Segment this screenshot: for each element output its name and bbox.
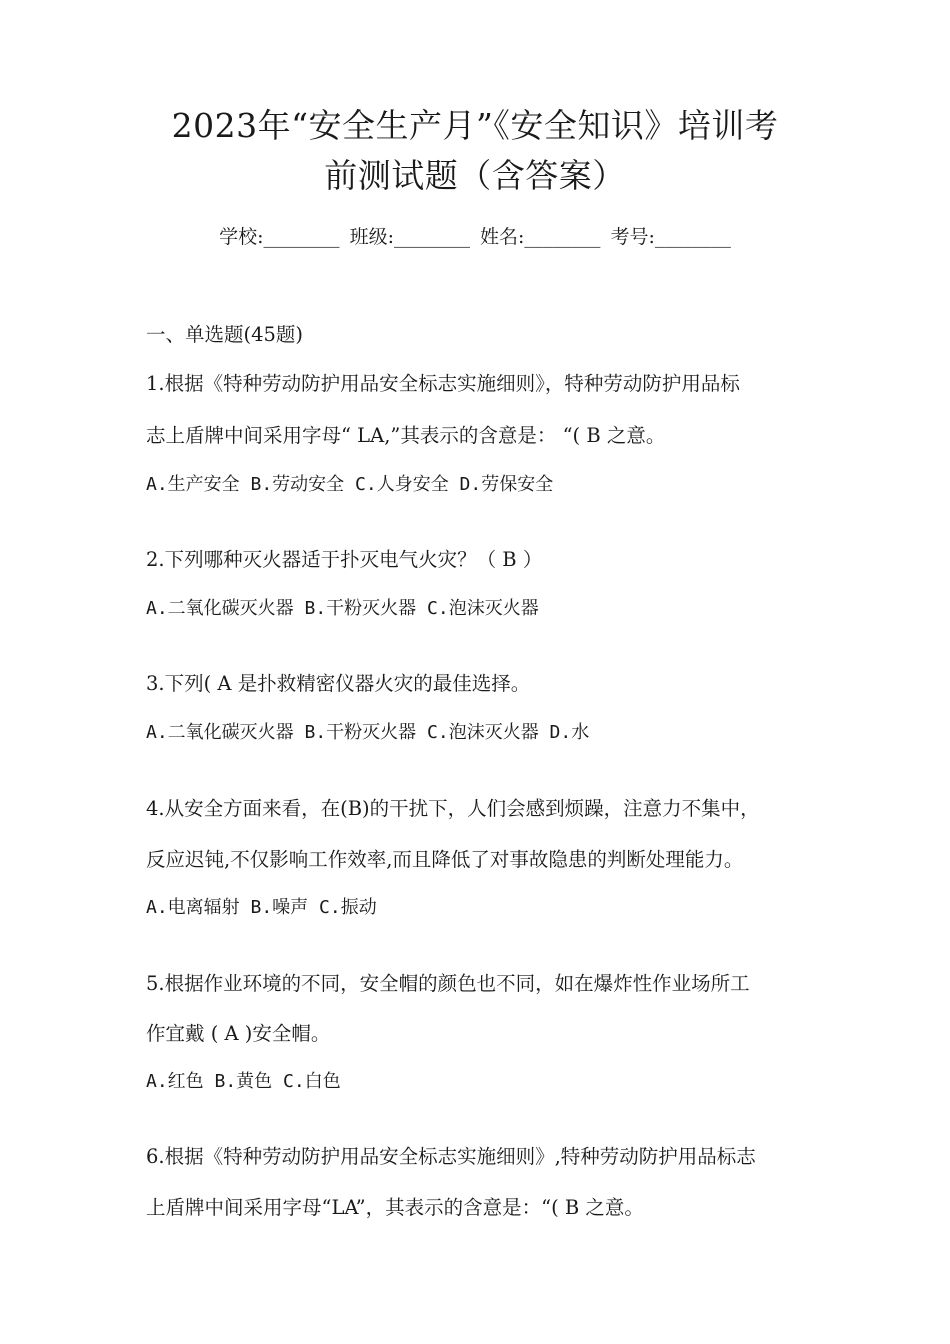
name-field: 姓名:________ (480, 226, 601, 248)
question-2-line-1: 2.下列哪种灭火器适于扑灭电气火灾？（ B ） (146, 548, 543, 571)
question-4-line-1: 4.从安全方面来看，在(B)的干扰下，人们会感到烦躁，注意力不集中， (146, 797, 760, 820)
question-5-line-1: 5.根据作业环境的不同，安全帽的颜色也不同，如在爆炸性作业场所工 (146, 972, 750, 995)
student-info-row (0, 222, 950, 252)
question-4-line-2: 反应迟钝,不仅影响工作效率,而且降低了对事故隐患的判断处理能力。 (146, 848, 744, 871)
question-3-options: A.二氧化碳灭火器 B.干粉灭火器 C.泡沫灭火器 D.水 (146, 722, 590, 743)
section-heading: 一、单选题(45题) (146, 323, 304, 346)
question-1-line-1: 1.根据《特种劳动防护用品安全标志实施细则》，特种劳动防护用品标 (146, 372, 740, 395)
document-title-line-1: 2023年“安全生产月”《安全知识》培训考 (171, 106, 779, 145)
question-5-options: A.红色 B.黄色 C.白色 (146, 1071, 341, 1092)
question-3-line-1: 3.下列( A 是扑救精密仪器火灾的最佳选择。 (146, 672, 531, 695)
question-1-line-2: 志上盾牌中间采用字母“ LA,”其表示的含意是： “( B 之意。 (146, 424, 666, 447)
question-6-line-2: 上盾牌中间采用字母“LA”，其表示的含意是：“( B 之意。 (146, 1196, 644, 1219)
question-6-line-1: 6.根据《特种劳动防护用品安全标志实施细则》,特种劳动防护用品标志 (146, 1145, 756, 1168)
class-field: 班级:________ (349, 226, 470, 248)
question-2-options: A.二氧化碳灭火器 B.干粉灭火器 C.泡沫灭火器 (146, 598, 539, 619)
document-title-line-2: 前测试题（含答案） (324, 156, 626, 195)
question-5-line-2: 作宜戴 ( A )安全帽。 (146, 1022, 331, 1045)
school-field: 学校:________ (219, 226, 340, 248)
question-1-options: A.生产安全 B.劳动安全 C.人身安全 D.劳保安全 (146, 474, 554, 495)
exam-number-field: 考号:________ (610, 226, 731, 248)
question-4-options: A.电离辐射 B.噪声 C.振动 (146, 897, 377, 918)
